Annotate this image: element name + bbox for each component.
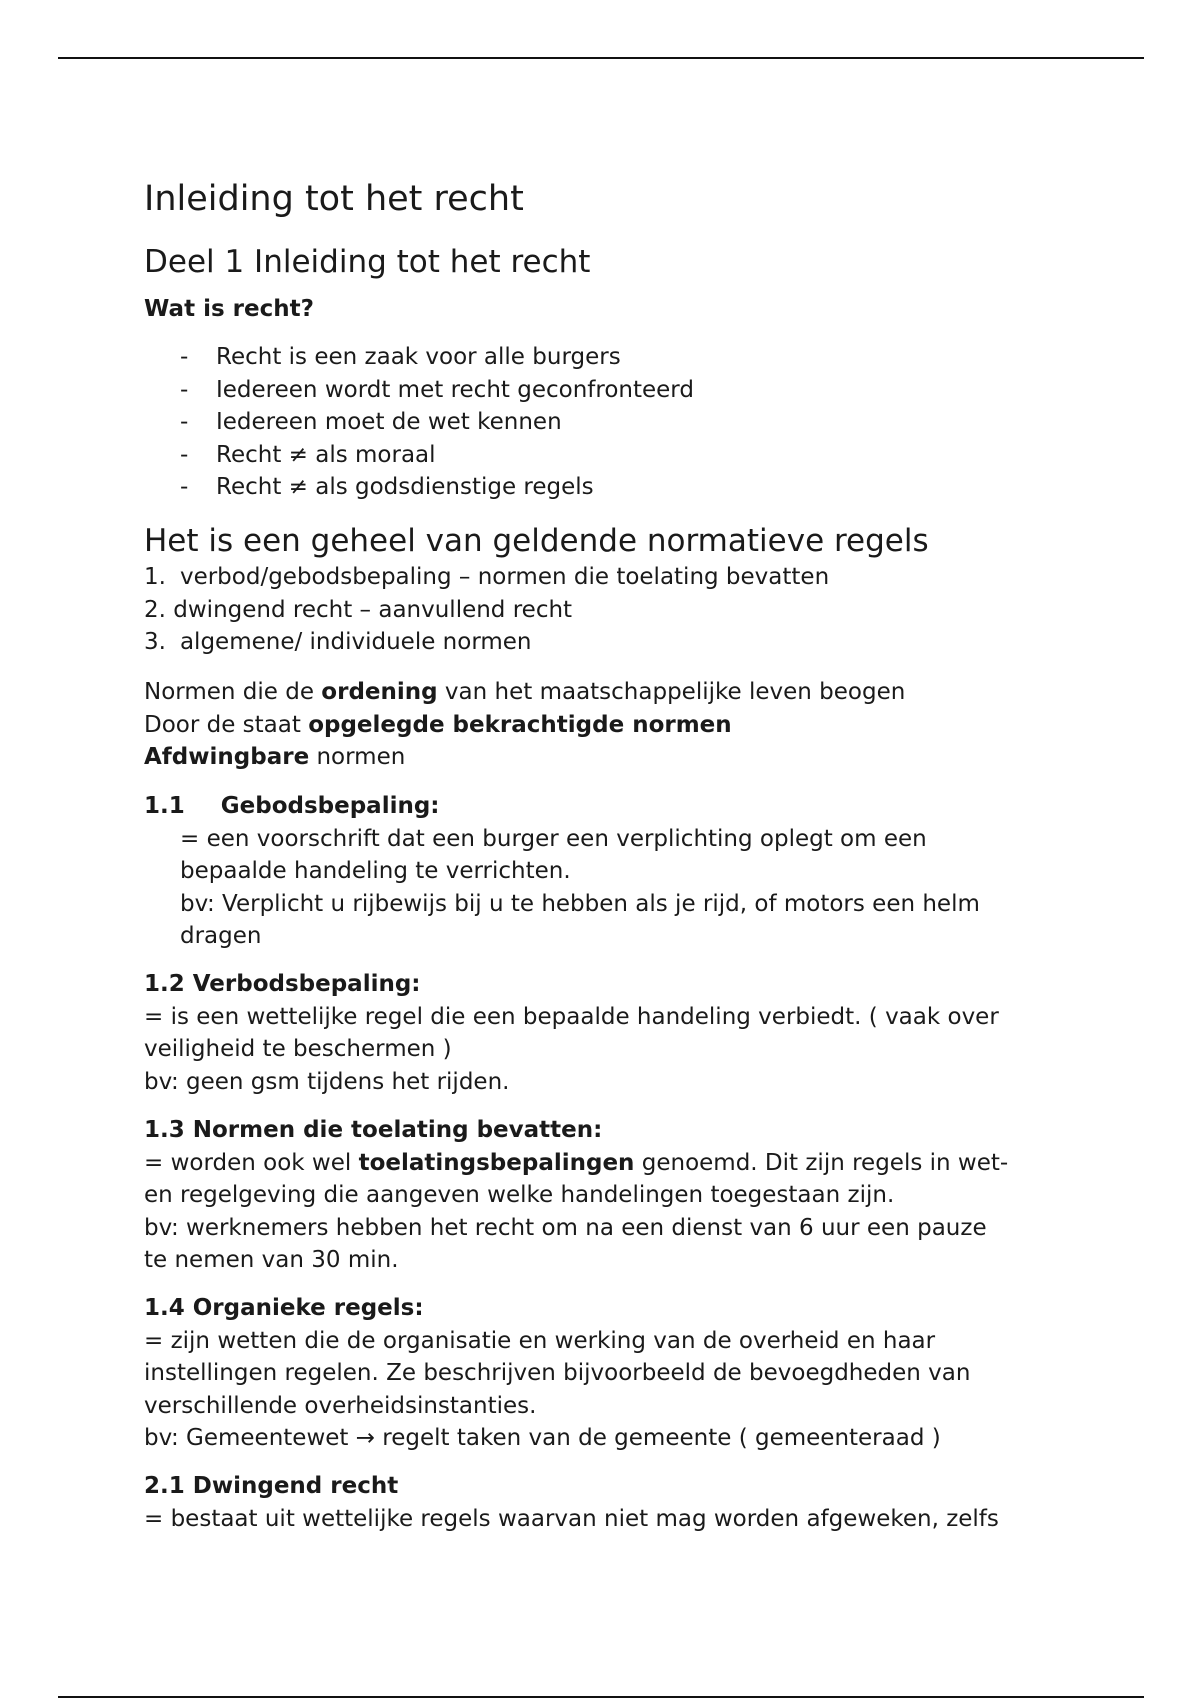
list-item bbox=[144, 341, 1084, 374]
normen-paragraph bbox=[144, 676, 1084, 774]
item-text: verbod/gebodsbepaling – normen die toelating bevatten bbox=[179, 564, 830, 590]
dash-bullet: - bbox=[180, 441, 189, 468]
numbered-item bbox=[144, 594, 1084, 627]
what-is-heading: Wat is recht? bbox=[144, 296, 314, 322]
numbered-item bbox=[144, 561, 1084, 594]
what-is-list bbox=[144, 341, 1084, 504]
list-item bbox=[144, 471, 1084, 504]
section-heading: 1.1 Gebodsbepaling: bbox=[144, 793, 440, 819]
item-text: algemene/ individuele normen bbox=[179, 629, 532, 655]
normen-line-1: Normen die de ordening van het maatschappelijke leven beogen bbox=[144, 679, 906, 705]
header-rule bbox=[58, 57, 1144, 59]
section-heading: 1.2 Verbodsbepaling: bbox=[144, 971, 421, 997]
list-item bbox=[144, 374, 1084, 407]
section-1-1: 1.1 Gebodsbepaling: = een voorschrift dat een burger een verplichting oplegt om een bepaalde handeling te verrichten. bv: Verplicht u rijbewijs bij u te hebben als je rijd, of motors een helm dragen bbox=[144, 790, 1084, 953]
section-2-1: 2.1 Dwingend recht = bestaat uit wettelijke regels waarvan niet mag worden afgeweken, zelfs bbox=[144, 1470, 1084, 1535]
section-1-2: 1.2 Verbodsbepaling: = is een wettelijke regel die een bepaalde handeling verbiedt. ( vaak over veiligheid te beschermen ) bv: geen gsm tijdens het rijden. bbox=[144, 968, 1084, 1098]
item-text: dwingend recht – aanvullend recht bbox=[173, 596, 573, 623]
dash-bullet: - bbox=[180, 474, 189, 500]
geheel-heading: Het is een geheel van geldende normatieve regels bbox=[144, 523, 929, 559]
document-title: Inleiding tot het recht bbox=[144, 179, 524, 219]
list-item-text: Recht is een zaak voor alle burgers bbox=[216, 344, 621, 370]
dash-bullet: - bbox=[180, 344, 189, 370]
list-item-text: Iedereen moet de wet kennen bbox=[216, 409, 562, 435]
list-item-text: Recht ≠ als godsdienstige regels bbox=[216, 474, 594, 500]
item-number: 1. bbox=[144, 564, 166, 590]
section-1-4: 1.4 Organieke regels: = zijn wetten die de organisatie en werking van de overheid en haar instellingen regelen. Ze beschrijven bijvoorbeeld de bevoegdheden van verschillende overheidsinstanties. bv: Gemeentewet → regelt taken van de gemeente ( gemeenteraad ) bbox=[144, 1292, 1084, 1455]
footer-rule bbox=[58, 1696, 1144, 1698]
numbered-list bbox=[144, 561, 1084, 659]
section-heading: 1.4 Organieke regels: bbox=[144, 1295, 424, 1321]
part-heading: Deel 1 Inleiding tot het recht bbox=[144, 244, 591, 280]
dash-bullet: - bbox=[180, 376, 189, 403]
list-item bbox=[144, 406, 1084, 439]
numbered-item bbox=[144, 626, 1084, 659]
section-heading: 1.3 Normen die toelating bevatten: bbox=[144, 1117, 603, 1143]
dash-bullet: - bbox=[180, 409, 189, 435]
section-1-3: 1.3 Normen die toelating bevatten: = worden ook wel toelatingsbepalingen genoemd. Dit zijn regels in wet- en regelgeving die aangeven welke handelingen toegestaan zijn. bv: werknemers hebben het recht om na een dienst van 6 uur een pauze te nemen van 30 min. bbox=[144, 1114, 1084, 1277]
normen-line-2: Door de staat opgelegde bekrachtigde normen bbox=[144, 711, 732, 738]
list-item bbox=[144, 439, 1084, 472]
list-item-text: Recht ≠ als moraal bbox=[216, 441, 436, 468]
item-number: 3. bbox=[144, 629, 166, 655]
section-heading: 2.1 Dwingend recht bbox=[144, 1473, 399, 1499]
normen-line-3: Afdwingbare normen bbox=[144, 744, 406, 770]
item-number: 2. bbox=[144, 596, 166, 623]
list-item-text: Iedereen wordt met recht geconfronteerd bbox=[216, 376, 694, 403]
